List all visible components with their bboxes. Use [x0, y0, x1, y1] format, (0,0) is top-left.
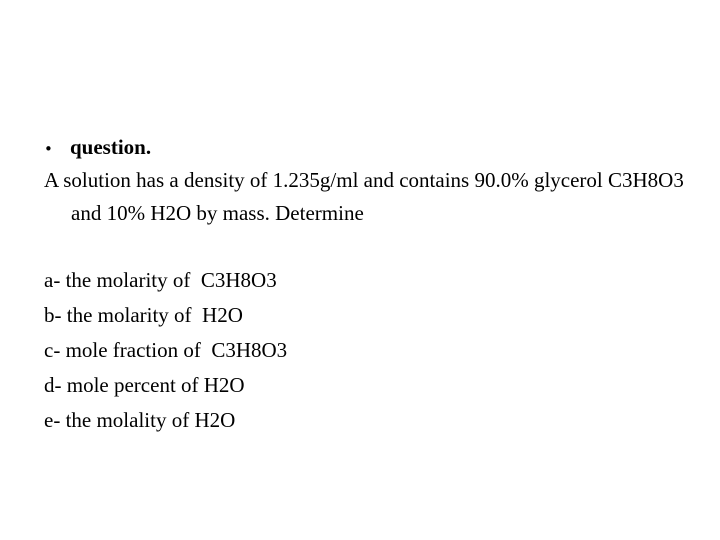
task-list [44, 263, 684, 438]
bullet-icon: • [44, 140, 53, 158]
task-item-a: a- the molarity of C3H8O3 [44, 268, 277, 292]
slide-content [44, 131, 684, 438]
task-item-c: c- mole fraction of C3H8O3 [44, 338, 288, 362]
task-item-d: d- mole percent of H2O [44, 373, 245, 397]
spacer [44, 230, 684, 263]
task-item-b: b- the molarity of H2O [44, 303, 243, 327]
problem-statement: A solution has a density of 1.235g/ml and contains 90.0% glycerol C3H8O3 and 10% H2O by mass. Determine [44, 168, 684, 225]
question-heading-text: question. [70, 135, 152, 159]
question-heading [44, 131, 684, 164]
task-item-e: e- the molality of H2O [44, 408, 236, 432]
